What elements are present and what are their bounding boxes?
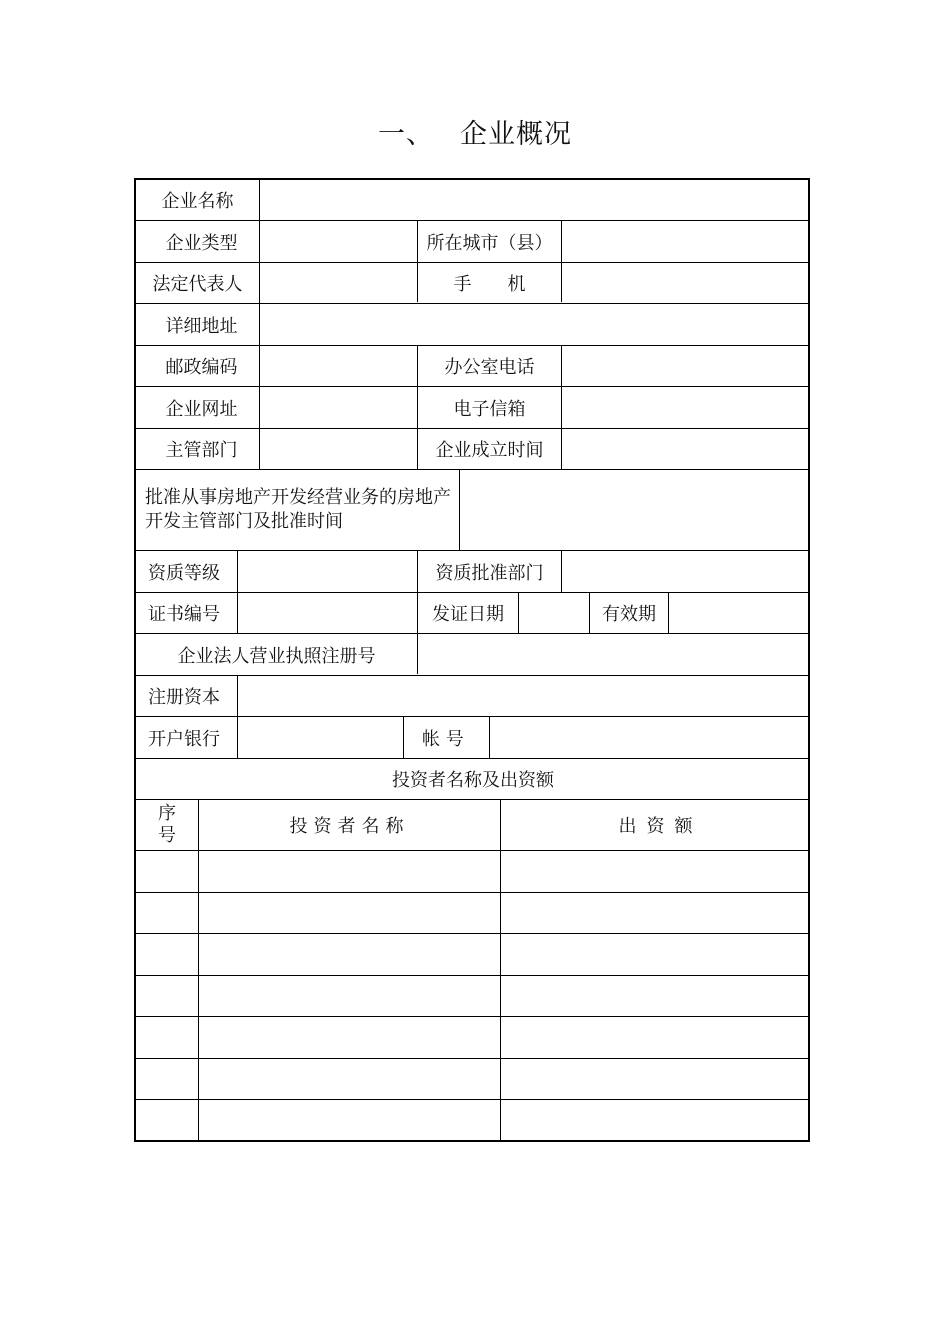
field-office-phone[interactable] bbox=[562, 346, 810, 386]
investor-name-field[interactable] bbox=[199, 934, 500, 975]
label-city: 所在城市（县） bbox=[426, 232, 553, 254]
label-qual-dept: 资质批准部门 bbox=[435, 562, 544, 584]
investor-amount-field[interactable] bbox=[501, 1017, 810, 1058]
investor-no-field[interactable] bbox=[136, 1059, 198, 1099]
investor-name-field[interactable] bbox=[199, 893, 500, 933]
col-header-investor-name: 投资者名称 bbox=[289, 816, 410, 837]
investor-name-field[interactable] bbox=[199, 1059, 500, 1099]
investor-no-field[interactable] bbox=[136, 976, 198, 1016]
label-office-phone: 办公室电话 bbox=[444, 357, 535, 378]
company-info-form bbox=[134, 178, 810, 1142]
investor-name-field[interactable] bbox=[199, 1100, 500, 1142]
field-city[interactable] bbox=[562, 221, 810, 262]
field-bank[interactable] bbox=[238, 717, 403, 758]
field-account[interactable] bbox=[490, 717, 810, 758]
investor-no-field[interactable] bbox=[136, 851, 198, 892]
investor-no-field[interactable] bbox=[136, 1100, 198, 1142]
investor-amount-field[interactable] bbox=[501, 1059, 810, 1099]
label-founded: 企业成立时间 bbox=[435, 440, 544, 461]
col-header-amount: 出资额 bbox=[618, 816, 703, 837]
field-legal-rep[interactable] bbox=[260, 263, 417, 303]
label-valid: 有效期 bbox=[602, 604, 656, 625]
field-reg-capital[interactable] bbox=[238, 676, 810, 716]
field-qual-dept[interactable] bbox=[562, 551, 810, 592]
investors-header: 投资者名称及出资额 bbox=[392, 770, 554, 791]
label-postcode: 邮政编码 bbox=[165, 357, 238, 378]
label-authority: 主管部门 bbox=[165, 440, 238, 461]
label-qual-level: 资质等级 bbox=[148, 562, 220, 584]
section-number: 一、 bbox=[378, 119, 434, 150]
field-cert-no[interactable] bbox=[238, 593, 417, 633]
field-authority[interactable] bbox=[260, 429, 417, 469]
field-website[interactable] bbox=[260, 387, 417, 428]
investor-amount-field[interactable] bbox=[501, 934, 810, 975]
label-company-name: 企业名称 bbox=[161, 191, 234, 212]
investor-name-field[interactable] bbox=[199, 851, 500, 892]
field-license-no[interactable] bbox=[418, 634, 810, 675]
label-address: 详细地址 bbox=[165, 315, 238, 337]
investor-name-field[interactable] bbox=[199, 976, 500, 1016]
field-mobile[interactable] bbox=[562, 263, 810, 303]
field-company-name[interactable] bbox=[260, 180, 810, 220]
field-founded[interactable] bbox=[562, 429, 810, 469]
label-email: 电子信箱 bbox=[453, 398, 526, 420]
field-company-type[interactable] bbox=[260, 221, 417, 262]
investor-no-field[interactable] bbox=[136, 1017, 198, 1058]
label-company-type: 企业类型 bbox=[165, 232, 238, 254]
col-header-no: 序号 bbox=[158, 803, 176, 846]
investor-name-field[interactable] bbox=[199, 1017, 500, 1058]
label-issue-date: 发证日期 bbox=[432, 604, 504, 625]
label-mobile: 手 机 bbox=[453, 274, 526, 295]
label-reg-capital: 注册资本 bbox=[148, 687, 220, 708]
investor-amount-field[interactable] bbox=[501, 976, 810, 1016]
investor-no-field[interactable] bbox=[136, 934, 198, 975]
field-valid[interactable] bbox=[669, 593, 810, 633]
label-account: 帐 号 bbox=[422, 728, 464, 750]
field-qual-level[interactable] bbox=[238, 551, 417, 592]
label-cert-no: 证书编号 bbox=[148, 604, 220, 625]
label-legal-rep: 法定代表人 bbox=[152, 274, 243, 295]
label-website: 企业网址 bbox=[165, 398, 238, 420]
field-address[interactable] bbox=[260, 304, 810, 345]
page-title bbox=[0, 112, 950, 151]
field-issue-date[interactable] bbox=[519, 593, 589, 633]
investor-amount-field[interactable] bbox=[501, 851, 810, 892]
label-bank: 开户银行 bbox=[148, 728, 220, 750]
field-postcode[interactable] bbox=[260, 346, 417, 386]
label-license-no: 企业法人营业执照注册号 bbox=[177, 645, 376, 667]
investor-amount-field[interactable] bbox=[501, 1100, 810, 1142]
field-approval[interactable] bbox=[460, 470, 810, 550]
investor-no-field[interactable] bbox=[136, 893, 198, 933]
field-email[interactable] bbox=[562, 387, 810, 428]
investor-amount-field[interactable] bbox=[501, 893, 810, 933]
section-title: 企业概况 bbox=[460, 119, 572, 150]
label-approval: 批准从事房地产开发经营业务的房地产开发主管部门及批准时间 bbox=[145, 487, 451, 532]
